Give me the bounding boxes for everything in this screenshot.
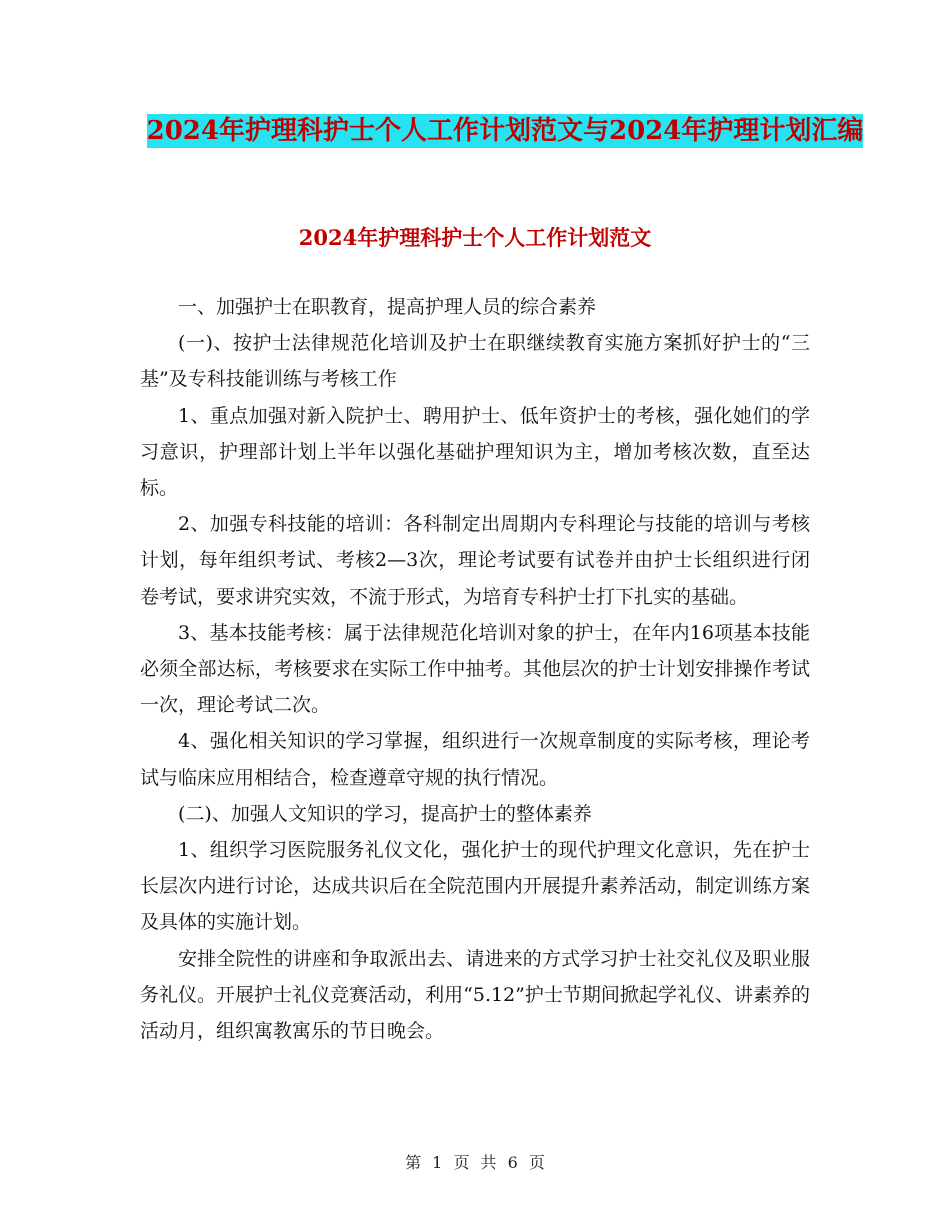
section-title: 2024年护理科护士个人工作计划范文 [298, 225, 652, 250]
document-title [100, 106, 910, 157]
paragraph: 1、重点加强对新入院护士、聘用护士、低年资护士的考核，强化她们的学习意识，护理部计划上半年以强化基础护理知识为主，增加考核次数，直至达标。 [140, 404, 810, 500]
paragraph: 1、组织学习医院服务礼仪文化，强化护士的现代护理文化意识，先在护士长层次内进行讨论，达成共识后在全院范围内开展提升素养活动，制定训练方案及具体的实施计划。 [140, 839, 810, 934]
document-body [140, 289, 810, 1049]
paragraph: 2、加强专科技能的培训：各科制定出周期内专科理论与技能的培训与考核计划，每年组织考试、考核2—3次，理论考试要有试卷并由护士长组织进行闭卷考试，要求讲究实效，不流于形式，为培育专科护士打下扎实的基础。 [140, 513, 810, 608]
paragraph: 安排全院性的讲座和争取派出去、请进来的方式学习护士社交礼仪及职业服务礼仪。开展护士礼仪竞赛活动，利用“5.12”护士节期间掀起学礼仪、讲素养的活动月，组织寓教寓乐的节日晚会。 [140, 947, 810, 1043]
document-title-text: 2024年护理科护士个人工作计划范文与2024年护理计划汇编 [146, 116, 864, 146]
page-number-footer: 第 1 页 共 6 页 [405, 1153, 545, 1172]
paragraph: (二)、加强人文知识的学习，提高护士的整体素养 [178, 802, 592, 825]
paragraph: 4、强化相关知识的学习掌握，组织进行一次规章制度的实际考核，理论考试与临床应用相结合，检查遵章守规的执行情况。 [140, 730, 810, 789]
paragraph: (一)、按护士法律规范化培训及护士在职继续教育实施方案抓好护士的“三基”及专科技能训练与考核工作 [140, 332, 810, 391]
paragraph: 3、基本技能考核：属于法律规范化培训对象的护士，在年内16项基本技能必须全部达标，考核要求在实际工作中抽考。其他层次的护士计划安排操作考试一次，理论考试二次。 [140, 621, 810, 717]
paragraph: 一、加强护士在职教育，提高护理人员的综合素养 [178, 296, 597, 318]
